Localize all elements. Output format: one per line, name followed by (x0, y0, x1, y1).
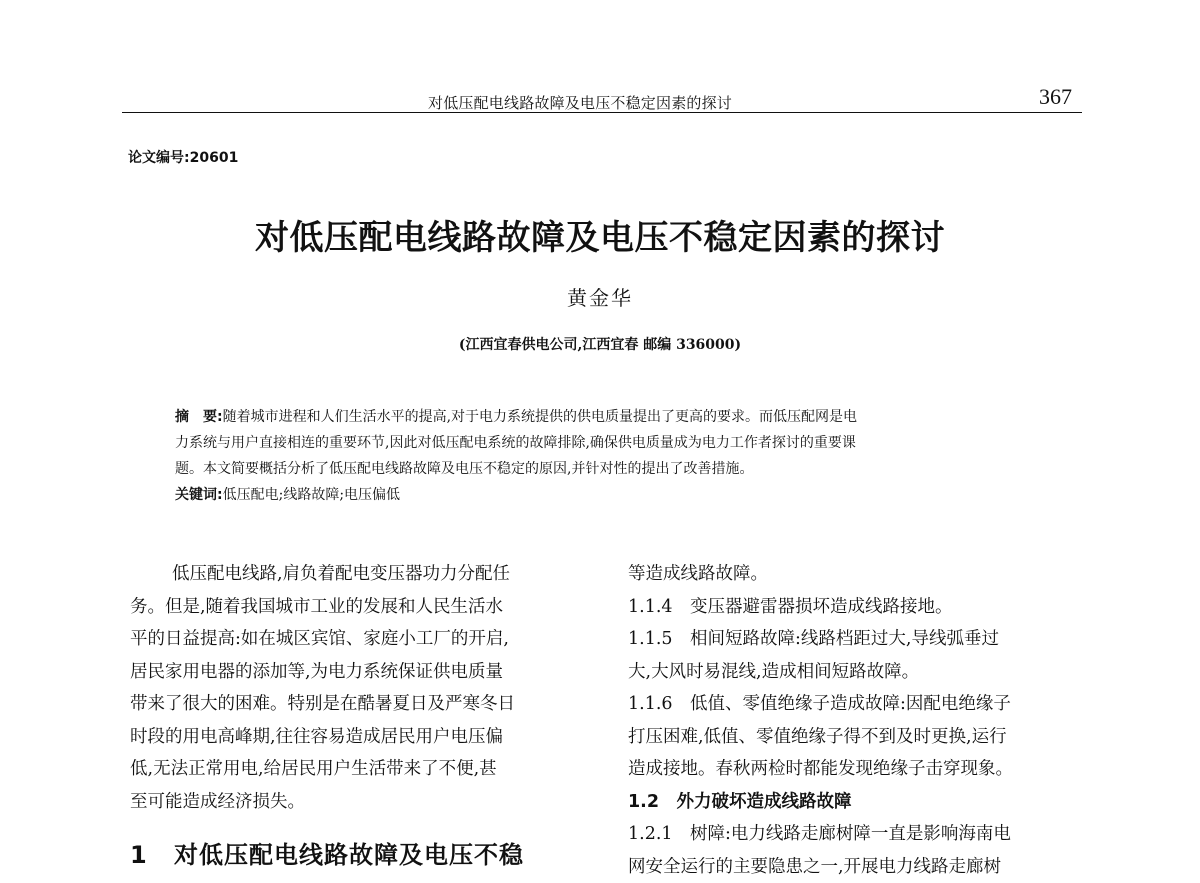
abstract-text: 随着城市进程和人们生活水平的提高,对于电力系统提供的供电质量提出了更高的要求。而低压配网是电 (223, 409, 857, 425)
body-line: 低,无法正常用电,给居民用户生活带来了不便,甚 (130, 753, 590, 786)
body-line: 务。但是,随着我国城市工业的发展和人民生活水 (130, 591, 590, 624)
paper-title: 对低压配电线路故障及电压不稳定因素的探讨 (0, 210, 1200, 259)
body-line: 至可能造成经济损失。 (130, 786, 590, 819)
section-heading (130, 835, 524, 870)
running-title: 对低压配电线路故障及电压不稳定因素的探讨 (428, 92, 732, 113)
paper-id: 论文编号:20601 (128, 147, 238, 167)
body-line: 时段的用电高峰期,往往容易造成居民用户电压偏 (130, 721, 590, 754)
body-line: 低压配电线路,肩负着配电变压器功力分配任 (130, 558, 590, 591)
body-line: 1.1.5 相间短路故障:线路档距过大,导线弧垂过 (628, 623, 1083, 656)
author-name: 黄金华 (0, 282, 1200, 311)
section-number: 1 (130, 841, 174, 869)
body-line: 1.2.1 树障:电力线路走廊树障一直是影响海南电 (628, 818, 1083, 851)
section-title: 对低压配电线路故障及电压不稳 (174, 841, 524, 869)
body-line: 带来了很大的困难。特别是在酷暑夏日及严寒冬日 (130, 688, 590, 721)
keywords-text: 低压配电;线路故障;电压偏低 (223, 487, 400, 503)
body-line: 等造成线路故障。 (628, 558, 1083, 591)
author-affiliation: (江西宜春供电公司,江西宜春 邮编 336000) (0, 334, 1200, 354)
body-line: 1.1.6 低值、零值绝缘子造成故障:因配电绝缘子 (628, 688, 1083, 721)
abstract-line: 题。本文简要概括分析了低压配电线路故障及电压不稳定的原因,并针对性的提出了改善措施。 (175, 456, 1045, 482)
body-line: 打压困难,低值、零值绝缘子得不到及时更换,运行 (628, 721, 1083, 754)
body-line: 1.1.4 变压器避雷器损坏造成线路接地。 (628, 591, 1083, 624)
running-header (122, 82, 1082, 112)
keywords-label: 关键词: (175, 487, 223, 503)
abstract-line (175, 404, 1045, 430)
header-rule (122, 112, 1082, 113)
left-column (130, 558, 590, 818)
body-line: 居民家用电器的添加等,为电力系统保证供电质量 (130, 656, 590, 689)
keywords (175, 482, 1045, 508)
abstract (175, 404, 1045, 508)
subsection-heading: 1.2 外力破坏造成线路故障 (628, 786, 1083, 819)
body-line: 网安全运行的主要隐患之一,开展电力线路走廊树 (628, 851, 1083, 883)
page-number: 367 (1039, 84, 1072, 110)
right-column (628, 558, 1083, 883)
abstract-label: 摘 要: (175, 409, 223, 425)
abstract-line: 力系统与用户直接相连的重要环节,因此对低压配电系统的故障排除,确保供电质量成为电力工作者探讨的重要课 (175, 430, 1045, 456)
body-line: 造成接地。春秋两检时都能发现绝缘子击穿现象。 (628, 753, 1083, 786)
body-line: 平的日益提高:如在城区宾馆、家庭小工厂的开启, (130, 623, 590, 656)
body-line: 大,大风时易混线,造成相间短路故障。 (628, 656, 1083, 689)
